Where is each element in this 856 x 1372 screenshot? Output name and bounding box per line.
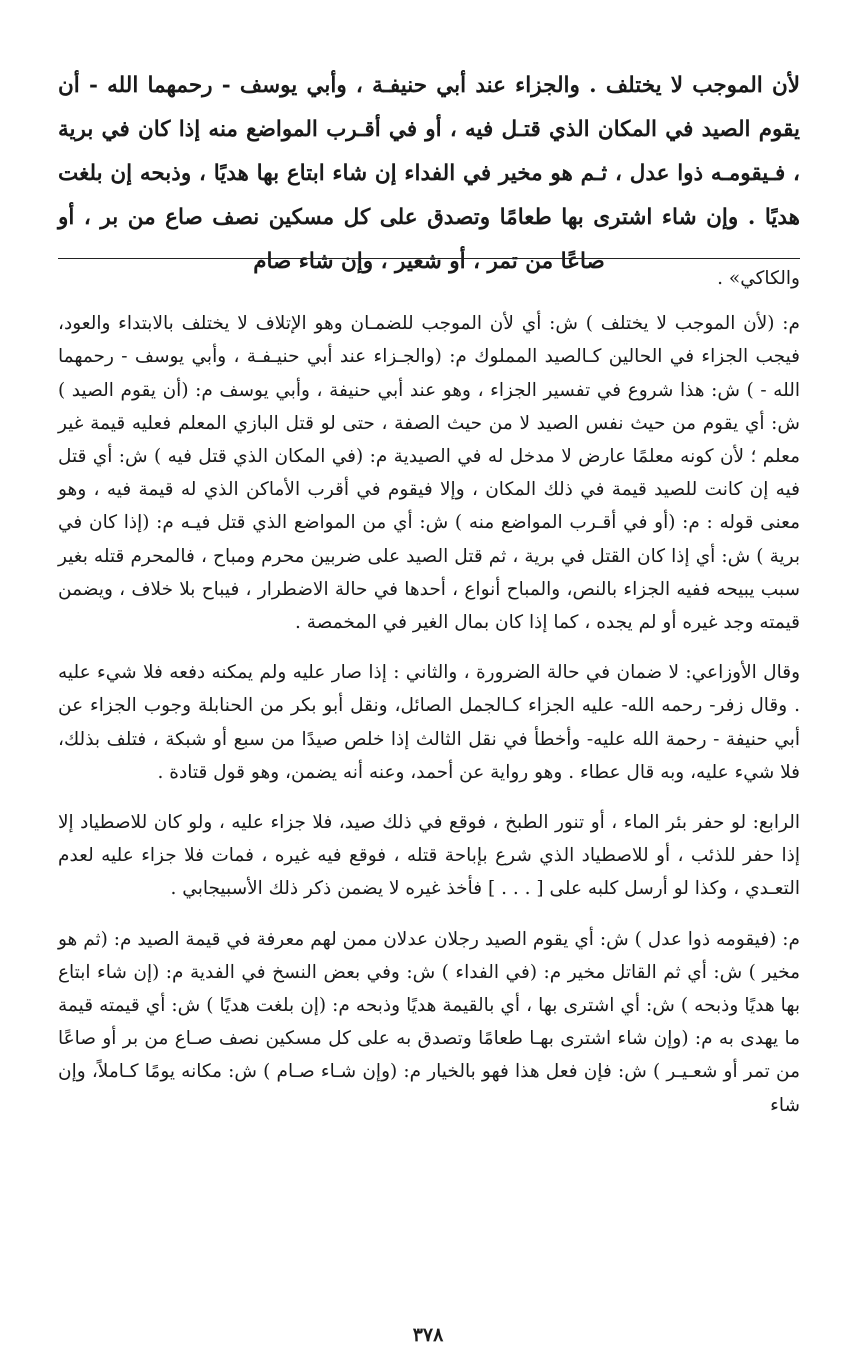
separator-line <box>58 258 800 259</box>
commentary-paragraph-1: والكاكي» . <box>717 268 800 289</box>
matn-text-block <box>58 64 800 284</box>
commentary-paragraph-5: م: (فيقومه ذوا عدل ) ش: أي يقوم الصيد رجلان عدلان ممن لهم معرفة في قيمة الصيد م: (ثم هو مخير ) ش: أي ثم القاتل مخير م: (في الفداء ) ش: وفي بعض النسخ في الفدية م: (إن شاء ابتاع بها هديًا وذبحه ) ش: أي اشترى بها ، أي بالقيمة هديًا وذبحه م: (إن بلغت هديًا ) ش: أي قيمته قيمة ما يهدى به م: (وإن شاء اشترى بهـا طعامًا وتصدق به على كل مسكين نصف صـاع من بر أو صاعًا من تمر أو شعـيـر ) ش: فإن فعل هذا فهو بالخيار م: (وإن شـاء صـام ) ش: مكانه يومًا كـاملاً، وإن شاء <box>58 928 800 1116</box>
commentary-paragraph-4: الرابع: لو حفر بئر الماء ، أو تنور الطبخ ، فوقع في ذلك صيد، فلا جزاء عليه ، ولو كان للاصطياد إلا إذا حفر للذئب ، أو للاصطياد الذي شرع بإباحة قتله ، فوقع فيه غيره ، فمات فلا جزاء عليه لعدم التعـدي ، وكذا لو أرسل كلبه على [ . . . ] فأخذ غيره لا يضمن ذكر ذلك الأسبيجابي . <box>58 812 800 900</box>
matn-paragraph: لأن الموجب لا يختلف . والجزاء عند أبي حنيفـة ، وأبي يوسف - رحمهما الله - أن يقوم الصيد في المكان الذي قتـل فيه ، أو في أقـرب المواضع منه إذا كان في برية ، فـيقومـه ذوا عدل ، ثـم هو مخير في الفداء إن شاء ابتاع بها هديًا ، وذبحه إن بلغت هديًا . وإن شاء اشترى بها طعامًا وتصدق على كل مسكين نصف صاع من بر ، أو صاعًا من تمر ، أو شعير ، وإن شاء صام <box>58 73 800 274</box>
page-number: ٣٧٨ <box>412 1324 444 1346</box>
commentary-paragraph-3: وقال الأوزاعي: لا ضمان في حالة الضرورة ، والثاني : إذا صار عليه ولم يمكنه دفعه فلا شيء عليه . وقال زفر- رحمه الله- عليه الجزاء كـالجمل الصائل، ونقل أبو بكر من الحنابلة وجوب الجزاء عن أبي حنيفة - رحمة الله عليه- وأخطأ في نقل الثالث إذا خلص صيدًا من سبع أو شبكة ، فتلف بذلك، فلا شيء عليه، وبه قال عطاء . وهو رواية عن أحمد، وعنه أنه يضمن، وهو قول قتادة . <box>58 662 800 783</box>
commentary-text-block <box>58 262 800 1139</box>
commentary-paragraph-2: م: (لأن الموجب لا يختلف ) ش: أي لأن الموجب للضمـان وهو الإتلاف لا يختلف بالابتداء والعود، فيجب الجزاء في الحالين كـالصيد المملوك م: (والجـزاء عند أبي حنيـفـة ، وأبي يوسف - رحمهما الله - ) ش: هذا شروع في تفسير الجزاء ، وهو عند أبي حنيفة ، وأبي يوسف م: (أن يقوم الصيد ) ش: أي يقوم من حيث نفس الصيد لا من حيث الصفة ، حتى لو قتل البازي المعلم فعليه قيمة غير معلم ؛ لأن كونه معلمًا عارض لا مدخل له في الصيدية م: (في المكان الذي قتل فيه ) ش: أي قتل فيه إن كانت للصيد قيمة في ذلك المكان ، وإلا فيقوم في أقرب الأماكن الذي له قيمة فيه ، وهو معنى قوله : م: (أو في أقـرب المواضع منه ) ش: أي من المواضع الذي قتل فيـه م: (إذا كان في برية ) ش: أي إذا كان القتل في برية ، ثم قتل الصيد على ضربين محرم ومباح ، فالمحرم قتله بغير سبب يبيحه ففيه الجزاء بالنص، والمباح أنواع ، أحدها في حالة الاضطرار ، فيباح بلا خلاف ، ويضمن قيمته وجد غيره أو لم يجده ، كما إذا كان بمال الغير في المخمصة . <box>58 313 800 634</box>
